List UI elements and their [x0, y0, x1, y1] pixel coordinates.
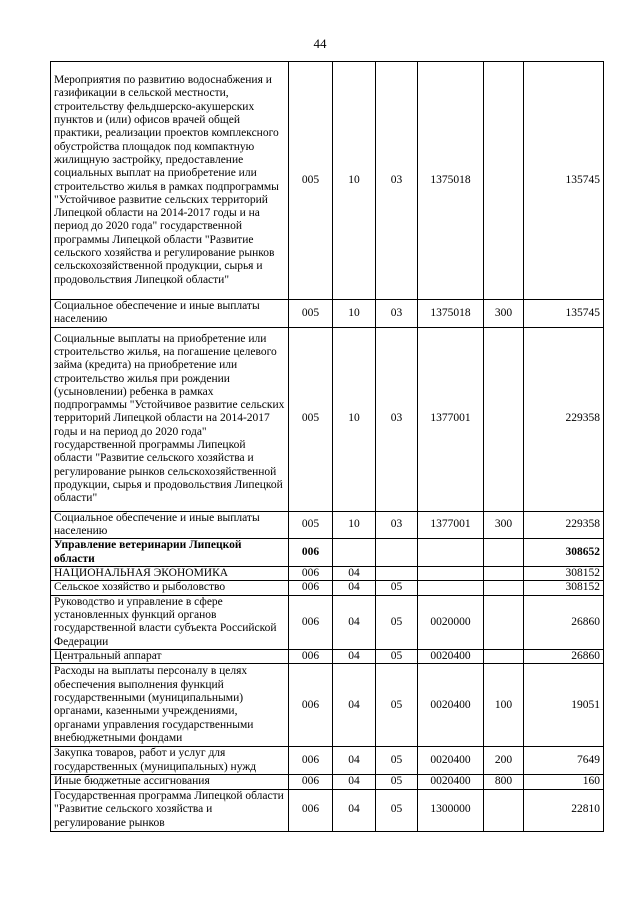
razdel-code: 04: [333, 567, 376, 581]
table-row: [51, 567, 604, 581]
target-article-code: 0020400: [418, 664, 484, 747]
podrazdel-code: 05: [376, 775, 418, 789]
podrazdel-code: [376, 539, 418, 567]
row-name: Руководство и управление в сфере установленных функций органов государственной власти субъекта Российской Федерации: [51, 595, 289, 649]
razdel-code: 04: [333, 775, 376, 789]
sum-value: 229358: [524, 327, 604, 511]
razdel-code: 10: [333, 511, 376, 539]
table-row: [51, 595, 604, 649]
razdel-code: 10: [333, 327, 376, 511]
razdel-code: 04: [333, 595, 376, 649]
razdel-code: 10: [333, 62, 376, 300]
row-name: Сельское хозяйство и рыболовство: [51, 581, 289, 595]
ved-code: 006: [289, 664, 333, 747]
sum-value: 135745: [524, 62, 604, 300]
expense-type-code: [484, 539, 524, 567]
table-row: [51, 664, 604, 747]
sum-value: 308652: [524, 539, 604, 567]
table-row: [51, 327, 604, 511]
expense-type-code: 300: [484, 511, 524, 539]
table-row: [51, 789, 604, 831]
row-name: Мероприятия по развитию водоснабжения и газификации в сельской местности, строительству фельдшерско-акушерских пунктов и (или) офисов врачей общей практики, реализации проектов комплексного обустройства площадок под компактную жилищную застройку, предоставление социальных выплат на приобретение или строительство жилья в рамках подпрограммы "Устойчивое развитие сельских территорий Липецкой области на 2014-2017 годы и на период до 2020 года" государственной программы Липецкой области "Развитие сельского хозяйства и регулирование рынков сельскохозяйственной продукции, сырья и продовольствия Липецкой области": [51, 62, 289, 300]
expense-type-code: [484, 581, 524, 595]
ved-code: 006: [289, 775, 333, 789]
ved-code: 005: [289, 511, 333, 539]
table-row: [51, 649, 604, 663]
podrazdel-code: 05: [376, 581, 418, 595]
target-article-code: 0020400: [418, 775, 484, 789]
table-row: [51, 300, 604, 328]
razdel-code: 10: [333, 300, 376, 328]
sum-value: 229358: [524, 511, 604, 539]
target-article-code: [418, 581, 484, 595]
sum-value: 308152: [524, 567, 604, 581]
target-article-code: [418, 567, 484, 581]
expense-type-code: [484, 595, 524, 649]
ved-code: 005: [289, 300, 333, 328]
podrazdel-code: 05: [376, 747, 418, 775]
target-article-code: 1377001: [418, 327, 484, 511]
sum-value: 22810: [524, 789, 604, 831]
podrazdel-code: 05: [376, 595, 418, 649]
sum-value: 19051: [524, 664, 604, 747]
target-article-code: 0020000: [418, 595, 484, 649]
row-name: НАЦИОНАЛЬНАЯ ЭКОНОМИКА: [51, 567, 289, 581]
podrazdel-code: 03: [376, 300, 418, 328]
podrazdel-code: 03: [376, 327, 418, 511]
page-number: 44: [313, 36, 327, 51]
row-name: Управление ветеринарии Липецкой области: [51, 539, 289, 567]
podrazdel-code: 05: [376, 664, 418, 747]
table-row: [51, 511, 604, 539]
ved-code: 005: [289, 327, 333, 511]
row-name: Социальные выплаты на приобретение или строительство жилья, на погашение целевого займа (кредита) на приобретение или строительство жилья при рождении (усыновлении) ребенка в рамках подпрограммы "Устойчивое развитие сельских территорий Липецкой области на 2014-2017 годы и на период до 2020 года" государственной программы Липецкой области "Развитие сельского хозяйства и регулирование рынков сельскохозяйственной продукции, сырья и продовольствия Липецкой области": [51, 327, 289, 511]
expense-type-code: [484, 567, 524, 581]
razdel-code: 04: [333, 789, 376, 831]
expense-type-code: 300: [484, 300, 524, 328]
expense-type-code: 800: [484, 775, 524, 789]
ved-code: 005: [289, 62, 333, 300]
budget-table: [50, 61, 604, 832]
podrazdel-code: [376, 567, 418, 581]
podrazdel-code: 03: [376, 511, 418, 539]
table-row: [51, 775, 604, 789]
ved-code: 006: [289, 539, 333, 567]
ved-code: 006: [289, 595, 333, 649]
podrazdel-code: 03: [376, 62, 418, 300]
razdel-code: 04: [333, 581, 376, 595]
target-article-code: 0020400: [418, 649, 484, 663]
sum-value: 308152: [524, 581, 604, 595]
target-article-code: 0020400: [418, 747, 484, 775]
target-article-code: 1375018: [418, 62, 484, 300]
razdel-code: 04: [333, 747, 376, 775]
ved-code: 006: [289, 567, 333, 581]
row-name: Расходы на выплаты персоналу в целях обеспечения выполнения функций государственными (муниципальными) органами, казенными учреждениями, органами управления государственными внебюджетными фондами: [51, 664, 289, 747]
expense-type-code: 200: [484, 747, 524, 775]
table-row: [51, 62, 604, 300]
table-row: [51, 747, 604, 775]
expense-type-code: [484, 62, 524, 300]
row-name: Центральный аппарат: [51, 649, 289, 663]
ved-code: 006: [289, 649, 333, 663]
expense-type-code: [484, 327, 524, 511]
sum-value: 135745: [524, 300, 604, 328]
expense-type-code: 100: [484, 664, 524, 747]
table-body: [51, 62, 604, 832]
target-article-code: 1375018: [418, 300, 484, 328]
row-name: Закупка товаров, работ и услуг для государственных (муниципальных) нужд: [51, 747, 289, 775]
expense-type-code: [484, 649, 524, 663]
razdel-code: 04: [333, 649, 376, 663]
sum-value: 26860: [524, 595, 604, 649]
ved-code: 006: [289, 789, 333, 831]
row-name: Государственная программа Липецкой области "Развитие сельского хозяйства и регулирование рынков: [51, 789, 289, 831]
table-row: [51, 539, 604, 567]
razdel-code: [333, 539, 376, 567]
razdel-code: 04: [333, 664, 376, 747]
podrazdel-code: 05: [376, 649, 418, 663]
sum-value: 26860: [524, 649, 604, 663]
target-article-code: 1377001: [418, 511, 484, 539]
target-article-code: [418, 539, 484, 567]
sum-value: 7649: [524, 747, 604, 775]
row-name: Иные бюджетные ассигнования: [51, 775, 289, 789]
target-article-code: 1300000: [418, 789, 484, 831]
row-name: Социальное обеспечение и иные выплаты населению: [51, 300, 289, 328]
row-name: Социальное обеспечение и иные выплаты населению: [51, 511, 289, 539]
table-row: [51, 581, 604, 595]
ved-code: 006: [289, 581, 333, 595]
ved-code: 006: [289, 747, 333, 775]
expense-type-code: [484, 789, 524, 831]
sum-value: 160: [524, 775, 604, 789]
podrazdel-code: 05: [376, 789, 418, 831]
